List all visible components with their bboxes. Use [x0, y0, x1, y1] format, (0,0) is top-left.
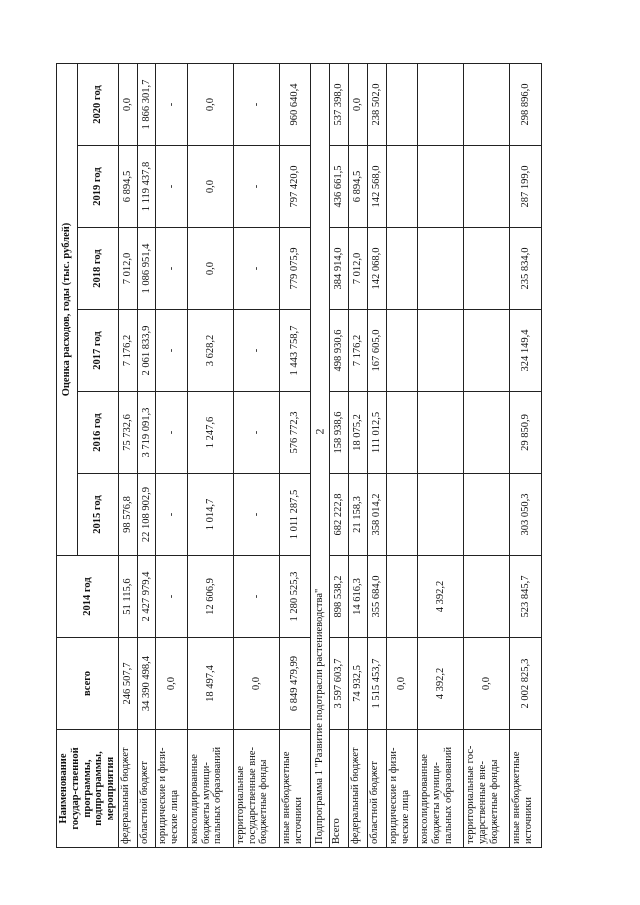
table-row [386, 63, 417, 847]
value-cell: 287 199,0 [510, 146, 541, 228]
value-cell [464, 310, 510, 392]
value-cell [418, 146, 464, 228]
value-cell: 3 719 091,3 [137, 392, 156, 474]
value-cell: 167 605,0 [367, 310, 386, 392]
row-label: Всего [330, 730, 349, 848]
value-cell: 384 914,0 [330, 228, 349, 310]
table-row [279, 63, 310, 847]
value-cell: 74 932,5 [349, 638, 368, 730]
value-cell: 7 176,2 [349, 310, 368, 392]
value-cell: 0,0 [349, 63, 368, 145]
value-cell: 960 640,4 [279, 63, 310, 145]
row-label: иные внебюджетные источники [279, 730, 310, 848]
value-cell [386, 63, 417, 145]
value-cell: 22 108 902,9 [137, 474, 156, 556]
row-label: юридические и физи-ческие лица [156, 730, 187, 848]
value-cell [386, 392, 417, 474]
value-cell [464, 146, 510, 228]
value-cell: 324 149,4 [510, 310, 541, 392]
table-row [464, 63, 510, 847]
row-label: территориальные гос-ударственные вне-бюджетные фонды [464, 730, 510, 848]
value-cell: 18 497,4 [187, 638, 233, 730]
value-cell: 0,0 [187, 63, 233, 145]
value-cell: 1 280 525,3 [279, 556, 310, 638]
value-cell: - [156, 556, 187, 638]
budget-table-rotated [56, 63, 540, 848]
table-body-subprogram [330, 63, 542, 847]
table-row [418, 63, 464, 847]
page-number: 2 [312, 428, 327, 435]
table-row [367, 63, 386, 847]
value-cell: - [233, 392, 279, 474]
value-cell: 14 616,3 [349, 556, 368, 638]
header-2014: 2014 год [57, 556, 119, 638]
value-cell: - [233, 310, 279, 392]
value-cell: 1 014,7 [187, 474, 233, 556]
table-row [137, 63, 156, 847]
value-cell: 1 086 951,4 [137, 228, 156, 310]
value-cell: 111 012,5 [367, 392, 386, 474]
value-cell: 12 606,9 [187, 556, 233, 638]
value-cell: 3 628,2 [187, 310, 233, 392]
budget-table [56, 63, 542, 848]
value-cell: 7 012,0 [118, 228, 137, 310]
table-row [118, 63, 137, 847]
value-cell: 1 247,6 [187, 392, 233, 474]
row-label: консолидированные бюджеты муници-пальных образований [418, 730, 464, 848]
table-body-subprogram-heading [311, 63, 330, 847]
header-name: Наименование государ-ственной программы, подпрограммы, мероприятия [57, 730, 119, 848]
value-cell: 1 866 301,7 [137, 63, 156, 145]
value-cell: 576 772,3 [279, 392, 310, 474]
value-cell: 75 732,6 [118, 392, 137, 474]
value-cell: 1 443 758,7 [279, 310, 310, 392]
value-cell: - [233, 556, 279, 638]
value-cell: 2 427 979,4 [137, 556, 156, 638]
value-cell: 246 507,7 [118, 638, 137, 730]
value-cell [386, 310, 417, 392]
value-cell: 0,0 [156, 638, 187, 730]
value-cell: 3 597 603,7 [330, 638, 349, 730]
table-row [187, 63, 233, 847]
value-cell [418, 310, 464, 392]
value-cell: 0,0 [386, 638, 417, 730]
subprogram-title: Подпрограмма 1 "Развитие подотрасли растениеводства" [311, 63, 330, 847]
value-cell: 51 115,6 [118, 556, 137, 638]
value-cell: 436 661,5 [330, 146, 349, 228]
value-cell: 98 576,8 [118, 474, 137, 556]
header-2018: 2018 год [77, 228, 118, 310]
value-cell: 142 568,0 [367, 146, 386, 228]
value-cell: 4 392,2 [418, 638, 464, 730]
table-row [330, 63, 349, 847]
value-cell: 355 684,0 [367, 556, 386, 638]
value-cell: 2 061 833,9 [137, 310, 156, 392]
row-label: областной бюджет [137, 730, 156, 848]
value-cell: 498 930,6 [330, 310, 349, 392]
value-cell: 1 119 437,8 [137, 146, 156, 228]
table-body-program [118, 63, 311, 847]
value-cell [418, 392, 464, 474]
header-total: всего [57, 638, 119, 730]
row-label: консолидированные бюджеты муници-пальных образований [187, 730, 233, 848]
value-cell: 7 176,2 [118, 310, 137, 392]
row-label: федеральный бюджет [349, 730, 368, 848]
table-row [349, 63, 368, 847]
value-cell: 6 849 479,99 [279, 638, 310, 730]
value-cell: 158 938,6 [330, 392, 349, 474]
value-cell: 898 538,2 [330, 556, 349, 638]
value-cell [418, 63, 464, 145]
value-cell [464, 556, 510, 638]
value-cell: 0,0 [187, 228, 233, 310]
value-cell: 0,0 [464, 638, 510, 730]
row-label: иные внебюджетные источники [510, 730, 541, 848]
value-cell: 779 075,9 [279, 228, 310, 310]
value-cell [418, 474, 464, 556]
value-cell: 797 420,0 [279, 146, 310, 228]
value-cell: - [233, 474, 279, 556]
value-cell: 4 392,2 [418, 556, 464, 638]
value-cell: 18 075,2 [349, 392, 368, 474]
value-cell: - [233, 146, 279, 228]
value-cell: 238 502,0 [367, 63, 386, 145]
value-cell: 142 068,0 [367, 228, 386, 310]
row-label: юридические и физи-ческие лица [386, 730, 417, 848]
value-cell: - [233, 228, 279, 310]
table-row [156, 63, 187, 847]
value-cell [386, 474, 417, 556]
value-cell: - [156, 392, 187, 474]
value-cell: 29 850,9 [510, 392, 541, 474]
value-cell [464, 63, 510, 145]
value-cell [464, 474, 510, 556]
value-cell [386, 146, 417, 228]
row-label: областной бюджет [367, 730, 386, 848]
value-cell: - [156, 310, 187, 392]
value-cell: 0,0 [118, 63, 137, 145]
header-estimate-group: Оценка расходов, годы (тыс. рублей) [57, 63, 78, 555]
value-cell: 682 222,8 [330, 474, 349, 556]
value-cell [464, 392, 510, 474]
value-cell: 34 390 498,4 [137, 638, 156, 730]
value-cell: 6 894,5 [349, 146, 368, 228]
header-2015: 2015 год [77, 474, 118, 556]
value-cell: 523 845,7 [510, 556, 541, 638]
table-row [510, 63, 541, 847]
value-cell: - [156, 146, 187, 228]
value-cell: 1 515 453,7 [367, 638, 386, 730]
value-cell [386, 228, 417, 310]
value-cell: 0,0 [187, 146, 233, 228]
value-cell: - [156, 474, 187, 556]
row-label: федеральный бюджет [118, 730, 137, 848]
value-cell: 235 834,0 [510, 228, 541, 310]
header-2017: 2017 год [77, 310, 118, 392]
value-cell: - [156, 228, 187, 310]
value-cell: 298 896,0 [510, 63, 541, 145]
value-cell: 1 011 287,5 [279, 474, 310, 556]
table-row [233, 63, 279, 847]
value-cell: 0,0 [233, 638, 279, 730]
value-cell: 21 158,3 [349, 474, 368, 556]
value-cell: - [233, 63, 279, 145]
row-label: территориальные государственные вне-бюджетные фонды [233, 730, 279, 848]
value-cell: - [156, 63, 187, 145]
value-cell: 537 398,0 [330, 63, 349, 145]
value-cell [418, 228, 464, 310]
value-cell: 2 002 825,3 [510, 638, 541, 730]
value-cell [464, 228, 510, 310]
header-2019: 2019 год [77, 146, 118, 228]
header-2016: 2016 год [77, 392, 118, 474]
value-cell: 7 012,0 [349, 228, 368, 310]
value-cell: 303 050,3 [510, 474, 541, 556]
value-cell [386, 556, 417, 638]
value-cell: 358 014,2 [367, 474, 386, 556]
value-cell: 6 894,5 [118, 146, 137, 228]
header-2020: 2020 год [77, 63, 118, 145]
